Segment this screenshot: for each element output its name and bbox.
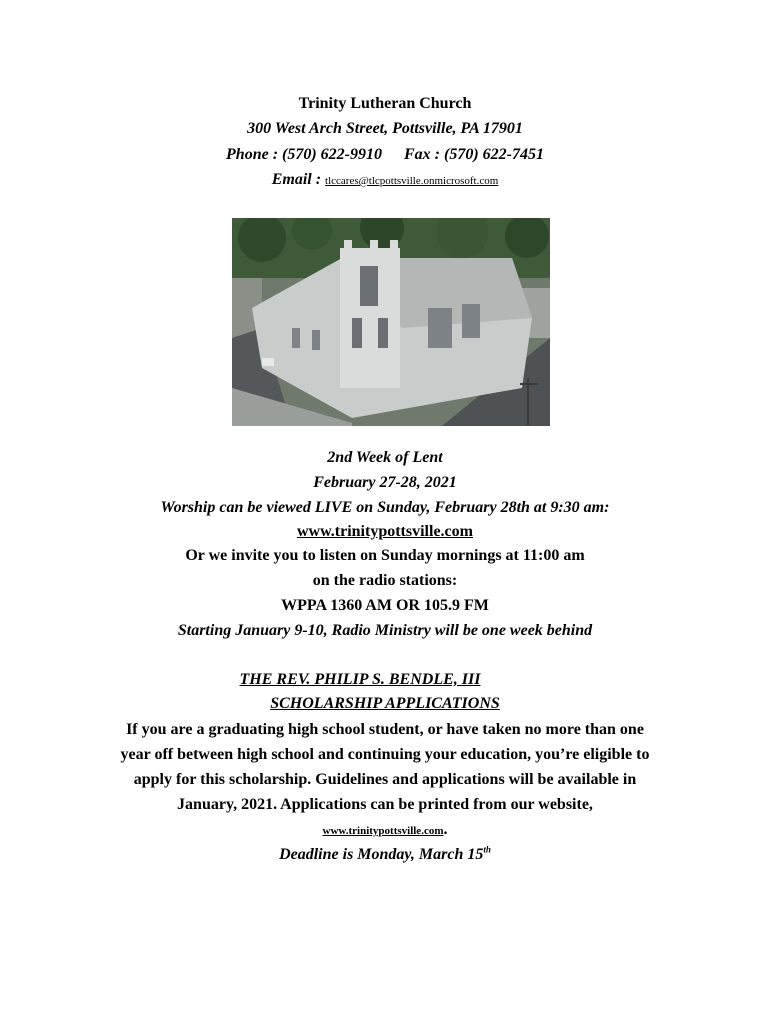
website-period: . bbox=[443, 821, 448, 838]
scholarship-body-line: year off between high school and continuing your education, you’re eligible to bbox=[120, 746, 650, 763]
scholarship-body-line: apply for this scholarship. Guidelines and applications will be available in bbox=[133, 771, 637, 788]
worship-live-notice: Worship can be viewed LIVE on Sunday, February 28th at 9:30 am: bbox=[160, 499, 610, 516]
scholarship-website-line bbox=[0, 820, 770, 841]
worship-website-link[interactable]: www.trinitypottsville.com bbox=[297, 523, 473, 540]
phone-number: Phone : (570) 622-9910 bbox=[226, 146, 382, 163]
church-name: Trinity Lutheran Church bbox=[298, 95, 472, 112]
radio-stations-label: on the radio stations: bbox=[312, 572, 458, 589]
radio-note: Starting January 9-10, Radio Ministry will be one week behind bbox=[177, 622, 593, 639]
scholarship-body-line: January, 2021. Applications can be printed from our website, bbox=[177, 796, 593, 813]
radio-invite: Or we invite you to listen on Sunday mornings at 11:00 am bbox=[185, 547, 585, 564]
church-address: 300 West Arch Street, Pottsville, PA 17901 bbox=[247, 120, 523, 137]
service-dates: February 27-28, 2021 bbox=[313, 474, 457, 491]
scholarship-title-1: THE REV. PHILIP S. BENDLE, III bbox=[239, 671, 481, 688]
fax-number: Fax : (570) 622-7451 bbox=[404, 146, 544, 163]
radio-stations: WPPA 1360 AM OR 105.9 FM bbox=[281, 597, 489, 614]
email-label: Email : bbox=[271, 171, 322, 188]
deadline-suffix: th bbox=[483, 844, 491, 855]
lent-week: 2nd Week of Lent bbox=[327, 449, 443, 466]
email-link[interactable]: tlccares@tlcpottsville.onmicrosoft.com bbox=[325, 175, 499, 187]
scholarship-website-link[interactable]: www.trinitypottsville.com bbox=[322, 825, 444, 837]
email-line bbox=[0, 170, 770, 191]
deadline-text: Deadline is Monday, March 15 bbox=[279, 846, 484, 863]
church-photo bbox=[232, 218, 550, 426]
phone-fax-line bbox=[0, 145, 770, 165]
scholarship-title-2: SCHOLARSHIP APPLICATIONS bbox=[270, 695, 500, 712]
scholarship-body-line: If you are a graduating high school student, or have taken no more than one bbox=[126, 721, 644, 738]
deadline-line bbox=[0, 845, 770, 865]
